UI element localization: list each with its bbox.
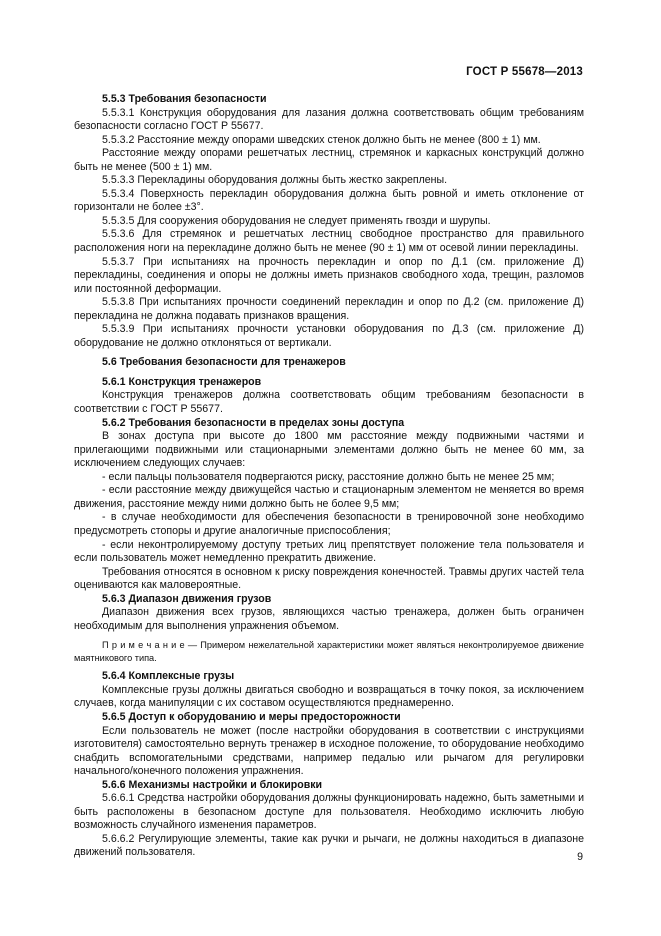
clause-5-5-3-6: 5.5.3.6 Для стремянок и решетчатых лестниц свободное пространство для правильного расположения ноги на перекладине должно быть не менее (90 ± 1) мм от осевой линии перекладины. xyxy=(74,228,584,255)
list-item-fixed-distance: - если расстояние между движущейся частью и стационарным элементом не меняется во время движения, расстояние между ними должно быть не более 9,5 мм; xyxy=(74,484,584,510)
clause-5-5-3-7: 5.5.3.7 При испытаниях на прочность перекладин и опор по Д.1 (см. приложение Д) перекладины, соединения и опоры не должны иметь признаков свободного хода, трещин, разломов или постоянной деформации. xyxy=(74,255,584,295)
paragraph-complex-weights: Комплексные грузы должны двигаться свободно и возвращаться в точку покоя, за исключением случаев, когда манипуляции с их составом осуществляются преднамеренно. xyxy=(74,683,584,710)
clause-5-6-6-2: 5.6.6.2 Регулирующие элементы, такие как ручки и рычаги, не должны находиться в диапазоне движений пользователя. xyxy=(74,832,584,859)
section-heading-5-6-6: 5.6.6 Механизмы настройки и блокировки xyxy=(102,778,323,791)
clause-5-5-3-8: 5.5.3.8 При испытаниях прочности соединений перекладин и опор по Д.2 (см. приложение Д) перекладина не должна подавать признаков вращения. xyxy=(74,296,584,322)
clause-5-5-3-5: 5.5.3.5 Для сооружения оборудования не следует применять гвозди и шурупы. xyxy=(102,214,491,227)
page-number: 9 xyxy=(577,851,583,863)
clause-5-5-3-3: 5.5.3.3 Перекладины оборудования должны быть жестко закреплены. xyxy=(102,174,448,187)
section-heading-5-6-5: 5.6.5 Доступ к оборудованию и меры предосторожности xyxy=(102,710,401,723)
paragraph-ladder-spacing: Расстояние между опорами решетчатых лестниц, стремянок и каркасных конструкций должно быть не менее (500 ± 1) мм. xyxy=(74,147,584,173)
paragraph-limb-risk: Требования относятся в основном к риску повреждения конечностей. Травмы других частей тела оцениваются как маловероятные. xyxy=(74,565,584,592)
document-header: ГОСТ Р 55678—2013 xyxy=(466,66,583,78)
clause-5-6-6-1: 5.6.6.1 Средства настройки оборудования должны функционировать надежно, быть заметными и быть расположены в безопасном доступе для пользователя. Необходимо исключить любую возможность случайного изменения параметров. xyxy=(74,792,584,832)
clause-5-5-3-4: 5.5.3.4 Поверхность перекладин оборудования должна быть ровной и иметь отклонение от горизонтали не более ±3°. xyxy=(74,187,584,214)
list-item-fingers: - если пальцы пользователя подвергаются риску, расстояние должно быть не менее 25 мм; xyxy=(102,470,555,483)
paragraph-access-zone: В зонах доступа при высоте до 1800 мм расстояние между подвижными частями и прилегающими подвижными или стационарными элементами должно быть не менее 60 мм, за исключением следующих случаев: xyxy=(74,430,584,470)
section-heading-5-6-3: 5.6.3 Диапазон движения грузов xyxy=(102,592,272,605)
clause-5-5-3-1: 5.5.3.1 Конструкция оборудования для лазания должна соответствовать общим требованиям безопасности согласно ГОСТ Р 55677. xyxy=(74,106,584,133)
clause-5-5-3-2: 5.5.3.2 Расстояние между опорами шведских стенок должно быть не менее (800 ± 1) мм. xyxy=(102,133,541,146)
paragraph-trainer-design: Конструкция тренажеров должна соответствовать общим требованиям безопасности в соответствии с ГОСТ Р 55677. xyxy=(74,389,584,416)
paragraph-weight-range: Диапазон движения всех грузов, являющихся частью тренажера, должен быть ограничен необходимым для выполнения упражнения объемом. xyxy=(74,606,584,632)
list-item-stoppers: - в случае необходимости для обеспечения безопасности в тренировочной зоне необходимо предусмотреть стопоры и другие аналогичные приспособления; xyxy=(74,511,584,537)
section-heading-5-5-3: 5.5.3 Требования безопасности xyxy=(102,93,267,105)
list-item-third-party: - если неконтролируемому доступу третьих лиц препятствует положение тела пользователя и если пользователь может немедленно прекратить движение. xyxy=(74,538,584,565)
paragraph-equipment-access: Если пользователь не может (после настройки оборудования в соответствии с инструкциями изготовителя) самостоятельно вернуть тренажер в исходное положение, то оборудование необходимо снабдить вспомогательными средствами, например педалью или рычагом для регулировки начального/конечного положения упражнения. xyxy=(74,724,584,778)
section-heading-5-6-4: 5.6.4 Комплексные грузы xyxy=(102,670,235,683)
section-heading-5-6-1: 5.6.1 Конструкция тренажеров xyxy=(102,375,262,388)
note-pendulum: П р и м е ч а н и е — Примером нежелательной характеристики может являться неконтролируемое движение маятникового типа. xyxy=(74,640,584,663)
clause-5-5-3-9: 5.5.3.9 При испытаниях прочности установки оборудования по Д.3 (см. приложение Д) оборудование не должно отклоняться от вертикали. xyxy=(74,323,584,349)
section-heading-5-6: 5.6 Требования безопасности для тренажеров xyxy=(102,356,346,369)
section-heading-5-6-2: 5.6.2 Требования безопасности в пределах зоны доступа xyxy=(102,416,405,429)
document-body xyxy=(74,93,584,860)
